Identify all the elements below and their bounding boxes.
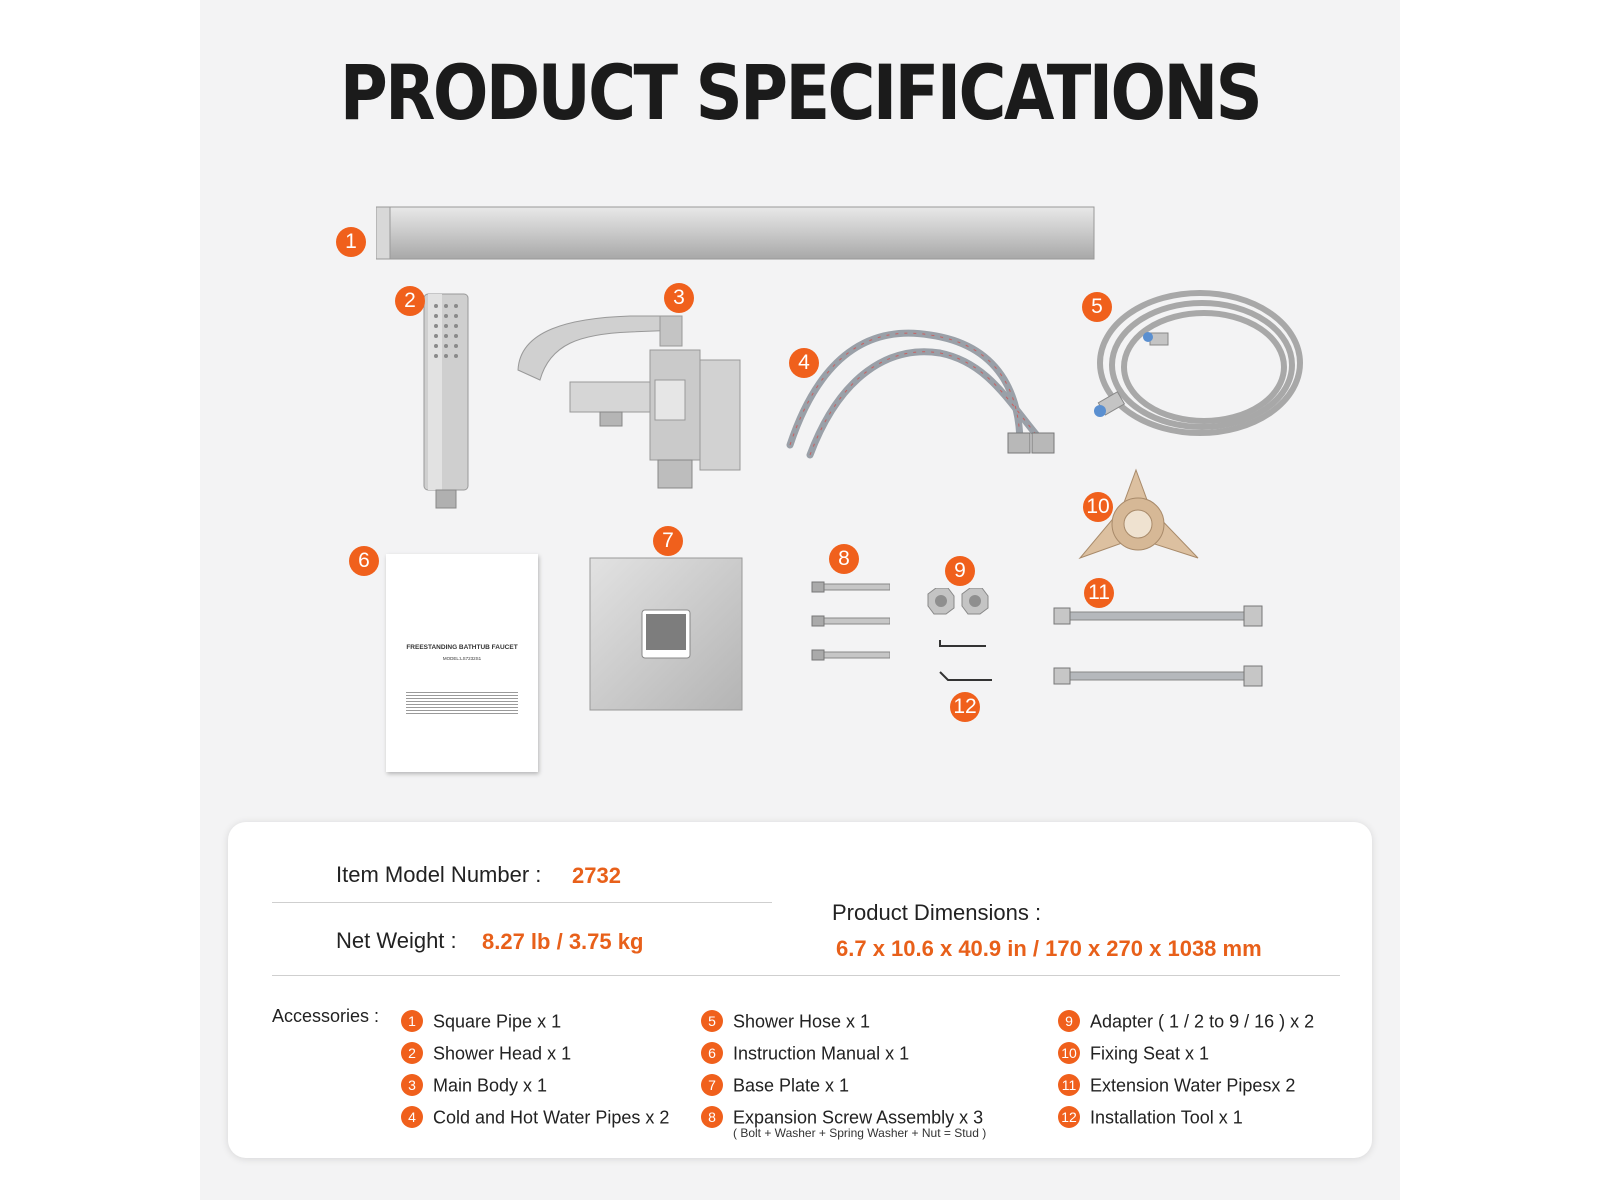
accessory-number: 10 <box>1058 1042 1080 1064</box>
fixing-seat-image <box>1076 468 1206 578</box>
accessory-number: 6 <box>701 1042 723 1064</box>
callout-3: 3 <box>664 283 694 313</box>
weight-label: Net Weight : <box>336 928 457 953</box>
accessory-text: Shower Head x 1 <box>433 1043 572 1064</box>
accessory-text: Main Body x 1 <box>433 1075 548 1096</box>
accessory-item <box>1058 1008 1314 1032</box>
accessory-item <box>701 1104 983 1128</box>
accessory-number: 8 <box>701 1106 723 1128</box>
accessory-text: Instruction Manual x 1 <box>733 1043 910 1064</box>
accessory-text: Fixing Seat x 1 <box>1090 1043 1210 1064</box>
accessory-text: Extension Water Pipesx 2 <box>1090 1075 1296 1096</box>
accessory-text: Cold and Hot Water Pipes x 2 <box>433 1107 670 1128</box>
instruction-manual-image <box>386 554 538 772</box>
square-pipe-image <box>376 205 1096 263</box>
accessories-label: Accessories : <box>272 1006 380 1026</box>
accessory-number: 7 <box>701 1074 723 1096</box>
accessory-number: 12 <box>1058 1106 1080 1128</box>
accessory-item <box>401 1072 547 1096</box>
main-body-image <box>510 310 750 490</box>
callout-10: 10 <box>1083 492 1113 522</box>
callout-12: 12 <box>950 692 980 722</box>
accessory-text: Installation Tool x 1 <box>1090 1107 1243 1128</box>
shower-hose-image <box>1090 285 1310 445</box>
installation-tool-image <box>936 636 996 688</box>
accessory-text: Base Plate x 1 <box>733 1075 850 1096</box>
water-pipes-image <box>780 315 1060 465</box>
page-title: PRODUCT SPECIFICATIONS <box>339 48 1261 137</box>
accessory-number: 4 <box>401 1106 423 1128</box>
accessory-item <box>1058 1072 1295 1096</box>
expansion-screws-image <box>810 580 890 670</box>
accessory-number: 11 <box>1058 1074 1080 1096</box>
accessory-item <box>401 1104 669 1128</box>
model-value: 2732 <box>572 863 621 888</box>
accessory-number: 3 <box>401 1074 423 1096</box>
accessory-text: Shower Hose x 1 <box>733 1011 871 1032</box>
accessory-item <box>401 1040 571 1064</box>
accessory-text: Square Pipe x 1 <box>433 1011 562 1032</box>
accessory-item <box>1058 1104 1243 1128</box>
shower-head-image <box>420 290 480 515</box>
base-plate-image <box>588 556 748 716</box>
accessory-number: 1 <box>401 1010 423 1032</box>
expansion-screw-note: ( Bolt + Washer + Spring Washer + Nut = Stud ) <box>733 1126 987 1140</box>
accessory-item <box>401 1008 561 1032</box>
callout-9: 9 <box>945 556 975 586</box>
callout-7: 7 <box>653 526 683 556</box>
manual-body-text <box>406 690 518 716</box>
weight-value: 8.27 lb / 3.75 kg <box>482 929 644 954</box>
callout-4: 4 <box>789 348 819 378</box>
divider-model <box>272 902 772 903</box>
accessory-item <box>1058 1040 1209 1064</box>
manual-heading: FREESTANDING BATHTUB FAUCET <box>406 644 518 651</box>
callout-11: 11 <box>1084 578 1114 608</box>
dimensions-value: 6.7 x 10.6 x 40.9 in / 170 x 270 x 1038 mm <box>836 936 1262 961</box>
callout-8: 8 <box>829 544 859 574</box>
accessory-number: 5 <box>701 1010 723 1032</box>
accessory-item <box>701 1040 909 1064</box>
accessory-number: 9 <box>1058 1010 1080 1032</box>
accessory-text: Adapter ( 1 / 2 to 9 / 16 ) x 2 <box>1090 1011 1315 1032</box>
accessory-text: Expansion Screw Assembly x 3 <box>733 1107 984 1128</box>
adapters-image <box>926 588 996 618</box>
divider-main <box>272 975 1340 976</box>
callout-1: 1 <box>336 227 366 257</box>
dimensions-label: Product Dimensions : <box>832 900 1042 925</box>
model-label: Item Model Number : <box>336 862 542 887</box>
callout-5: 5 <box>1082 292 1112 322</box>
accessory-number: 2 <box>401 1042 423 1064</box>
callout-2: 2 <box>395 286 425 316</box>
callout-6: 6 <box>349 546 379 576</box>
extension-pipes-image <box>1050 602 1270 698</box>
accessory-item <box>701 1008 870 1032</box>
accessory-item <box>701 1072 849 1096</box>
manual-model: MODEL:LS7232S1 <box>442 656 482 661</box>
